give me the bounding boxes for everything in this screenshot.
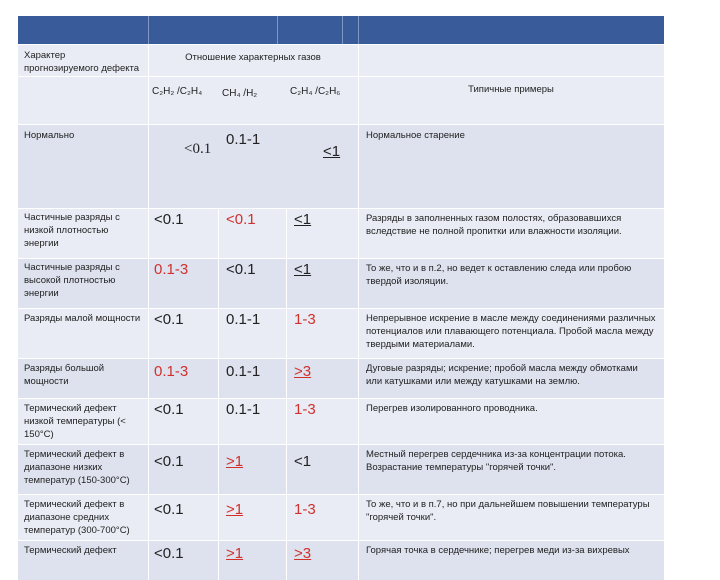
ratio-c2h4-c2h6: <1	[294, 261, 312, 278]
defect-type: Термический дефект	[24, 545, 117, 556]
table-row	[18, 208, 664, 258]
example-text: Нормальное старение	[366, 130, 465, 141]
ratio-c2h2-c2h4: 0.1-3	[154, 363, 189, 380]
ratio-c2h4-c2h6: <1	[294, 211, 312, 228]
table-row	[18, 540, 664, 580]
ratio-c2h4-c2h6: <1	[294, 453, 312, 470]
ratio-c2h2-c2h4: <0.1	[184, 141, 212, 157]
example-text: Разряды в заполненных газом полостях, образовавшихся вследствие не полной пропитки или влажности изоляции.	[366, 213, 622, 237]
table-row	[18, 358, 664, 398]
example-text: Перегрев изолированного проводника.	[366, 403, 538, 414]
ratio-c2h4-c2h6: 1-3	[294, 311, 316, 328]
ratio-c2h4-c2h6: 1-3	[294, 501, 316, 518]
example-text: Непрерывное искрение в масле между соединениями различных потенциалов или плавающего потенциала. Пробой масла между твердыми материалами.	[366, 313, 656, 350]
header-group-label: Отношение характерных газов	[185, 52, 321, 63]
ratio-ch4-h2: <0.1	[226, 261, 256, 278]
header-row-2	[18, 76, 664, 124]
header-row-1	[18, 44, 664, 76]
ratio-ch4-h2: 0.1-1	[226, 311, 261, 328]
table-row	[18, 308, 664, 358]
table-row	[18, 258, 664, 308]
ratio-c2h2-c2h4: <0.1	[154, 211, 184, 228]
ratio-ch4-h2: 0.1-1	[226, 401, 261, 418]
defect-type: Термический дефект низкой температуры (< 150°С)	[24, 403, 126, 440]
example-text: Дуговые разряды; искрение; пробой масла между обмотками или катушками или между катушками на землю.	[366, 363, 638, 387]
header-ratio-c2h4-c2h6: C₂H₄ /C₂H₆	[290, 86, 341, 97]
defect-type: Нормально	[24, 130, 75, 141]
ratio-c2h2-c2h4: <0.1	[154, 453, 184, 470]
ratio-c2h4-c2h6: >3	[294, 363, 312, 380]
ratio-c2h2-c2h4: <0.1	[154, 545, 184, 562]
table-row	[18, 444, 664, 494]
ratio-ch4-h2: 0.1-1	[226, 131, 261, 148]
ratio-c2h4-c2h6: >3	[294, 545, 312, 562]
ratio-ch4-h2: 0.1-1	[226, 363, 261, 380]
defect-type: Термический дефект в диапазоне средних температур (300-700°С)	[24, 499, 130, 536]
example-text: Горячая точка в сердечнике; перегрев меди из-за вихревых	[366, 545, 630, 556]
defect-type: Частичные разряды с высокой плотностью энергии	[24, 262, 120, 299]
table-header-bar	[18, 16, 664, 44]
ratio-c2h4-c2h6: 1-3	[294, 401, 316, 418]
header-ratio-ch4-h2: CH₄ /H₂	[222, 88, 258, 99]
table-row	[18, 124, 664, 208]
ratio-ch4-h2: >1	[226, 545, 244, 562]
gas-ratio-table	[18, 16, 664, 562]
defect-type: Разряды большой мощности	[24, 363, 105, 387]
header-defect-label: Характер прогнозируемого дефекта	[24, 50, 140, 74]
ratio-ch4-h2: >1	[226, 453, 244, 470]
ratio-c2h2-c2h4: <0.1	[154, 401, 184, 418]
table-row	[18, 398, 664, 444]
defect-type: Разряды малой мощности	[24, 313, 141, 324]
header-examples-label: Типичные примеры	[468, 84, 554, 95]
ratio-c2h2-c2h4: 0.1-3	[154, 261, 189, 278]
header-ratio-c2h2-c2h4: C₂H₂ /C₂H₄	[152, 86, 203, 97]
defect-type: Частичные разряды с низкой плотностью энергии	[24, 212, 120, 249]
ratio-ch4-h2: <0.1	[226, 211, 256, 228]
example-text: Местный перегрев сердечника из-за концентрации потока. Возрастание температуры "горячей точки".	[366, 449, 626, 473]
ratio-c2h2-c2h4: <0.1	[154, 311, 184, 328]
ratio-c2h2-c2h4: <0.1	[154, 501, 184, 518]
table-row	[18, 494, 664, 540]
example-text: То же, что и в п.7, но при дальнейшем повышении температуры "горячей точки".	[366, 499, 650, 523]
ratio-ch4-h2: >1	[226, 501, 244, 518]
example-text: То же, что и в п.2, но ведет к оставлению следа или пробою твердой изоляции.	[366, 263, 632, 287]
ratio-c2h4-c2h6: <1	[323, 143, 341, 160]
defect-type: Термический дефект в диапазоне низких температур (150-300°С)	[24, 449, 130, 486]
